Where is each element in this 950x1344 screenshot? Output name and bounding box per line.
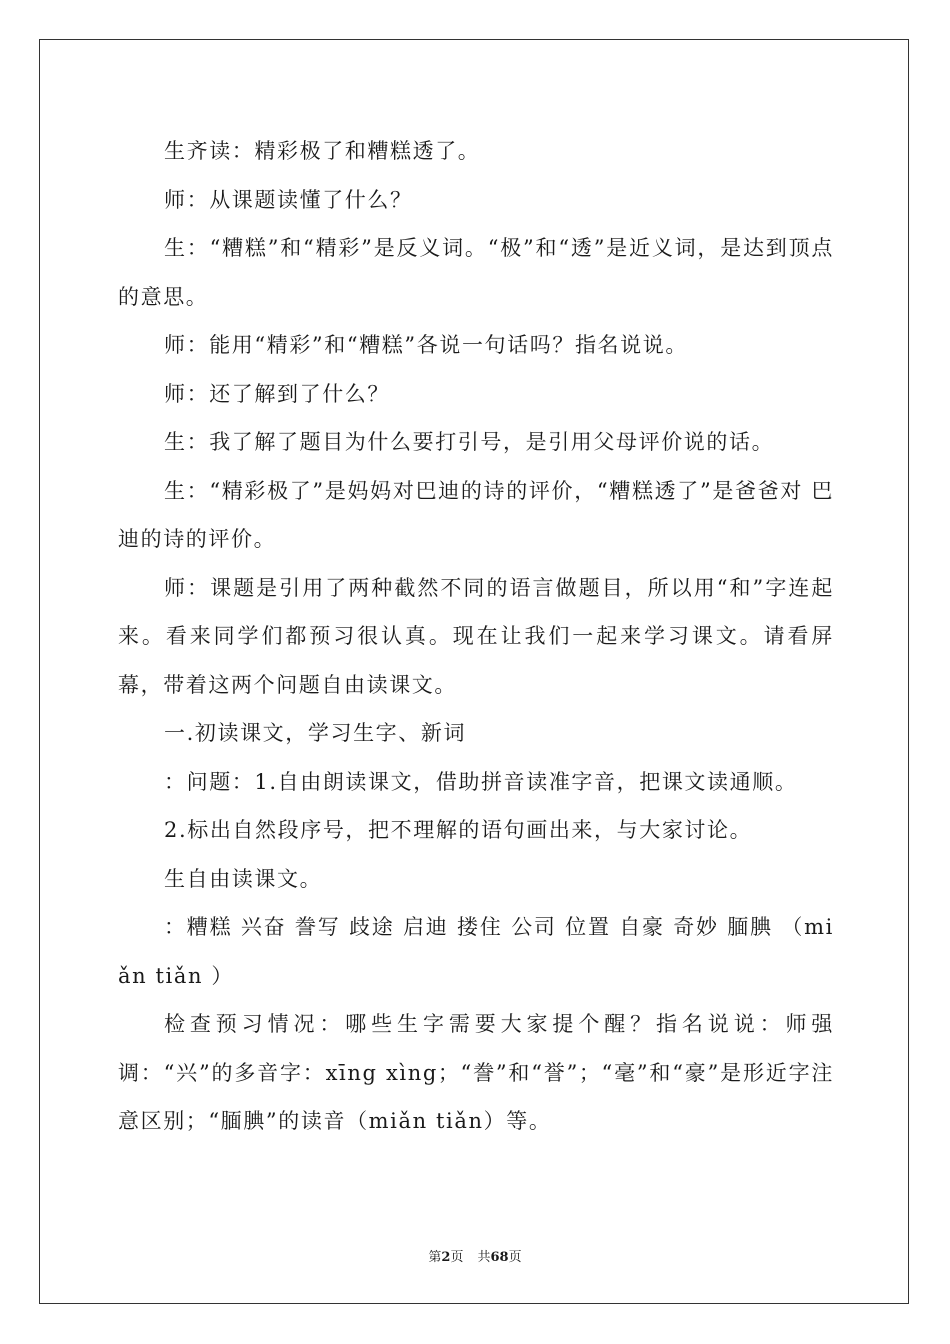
paragraph: 师：还了解到了什么？ (164, 381, 390, 406)
page-suffix: 页 (450, 1250, 464, 1265)
paragraph: ：问题：1.自由朗读课文，借助拼音读准字音，把课文读通顺。 (164, 769, 798, 794)
vocabulary-list: ：糟糕 兴奋 誊写 歧途 启迪 搂住 公司 位置 自豪 奇妙 腼腆 （miǎn tiǎn ） (118, 915, 834, 988)
total-suffix: 页 (508, 1250, 522, 1265)
total-prefix: 共 (477, 1250, 491, 1265)
paragraph: 师：能用“精彩”和“糟糕”各说一句话吗？指名说说。 (164, 333, 688, 357)
paragraph: 生自由读课文。 (164, 866, 323, 891)
paragraph: 师：课题是引用了两种截然不同的语言做题目，所以用“和”字连起来。看来同学们都预习很认真。现在让我们一起来学习课文。请看屏幕，带着这两个问题自由读课文。 (118, 575, 834, 697)
paragraph: 师：从课题读懂了什么？ (164, 187, 413, 212)
paragraph: 生：我了解了题目为什么要打引号，是引用父母评价说的话。 (164, 430, 775, 454)
page-prefix: 第 (428, 1250, 442, 1265)
paragraph: 检查预习情况：哪些生字需要大家提个醒？指名说说：师强调：“兴”的多音字：xīng xìng；“誊”和“誉”；“毫”和“豪”是形近字注意区别；“腼腆”的读音（miǎn tiǎn）等。 (118, 1012, 834, 1133)
total-pages: 68 (490, 1250, 509, 1265)
section-heading: 一.初读课文，学习生字、新词 (164, 721, 467, 745)
paragraph: 生：“精彩极了”是妈妈对巴迪的诗的评价，“糟糕透了”是爸爸对 巴迪的诗的评价。 (118, 478, 834, 551)
paragraph: 生：“糟糕”和“精彩”是反义词。“极”和“透”是近义词，是达到顶点的意思。 (118, 236, 834, 309)
paragraph: 2.标出自然段序号，把不理解的语句画出来，与大家讨论。 (164, 818, 753, 842)
document-body (118, 127, 834, 1146)
paragraph: 生齐读：精彩极了和糟糕透了。 (164, 139, 481, 163)
page-number: 2 (441, 1250, 451, 1265)
page-footer (0, 1249, 950, 1267)
